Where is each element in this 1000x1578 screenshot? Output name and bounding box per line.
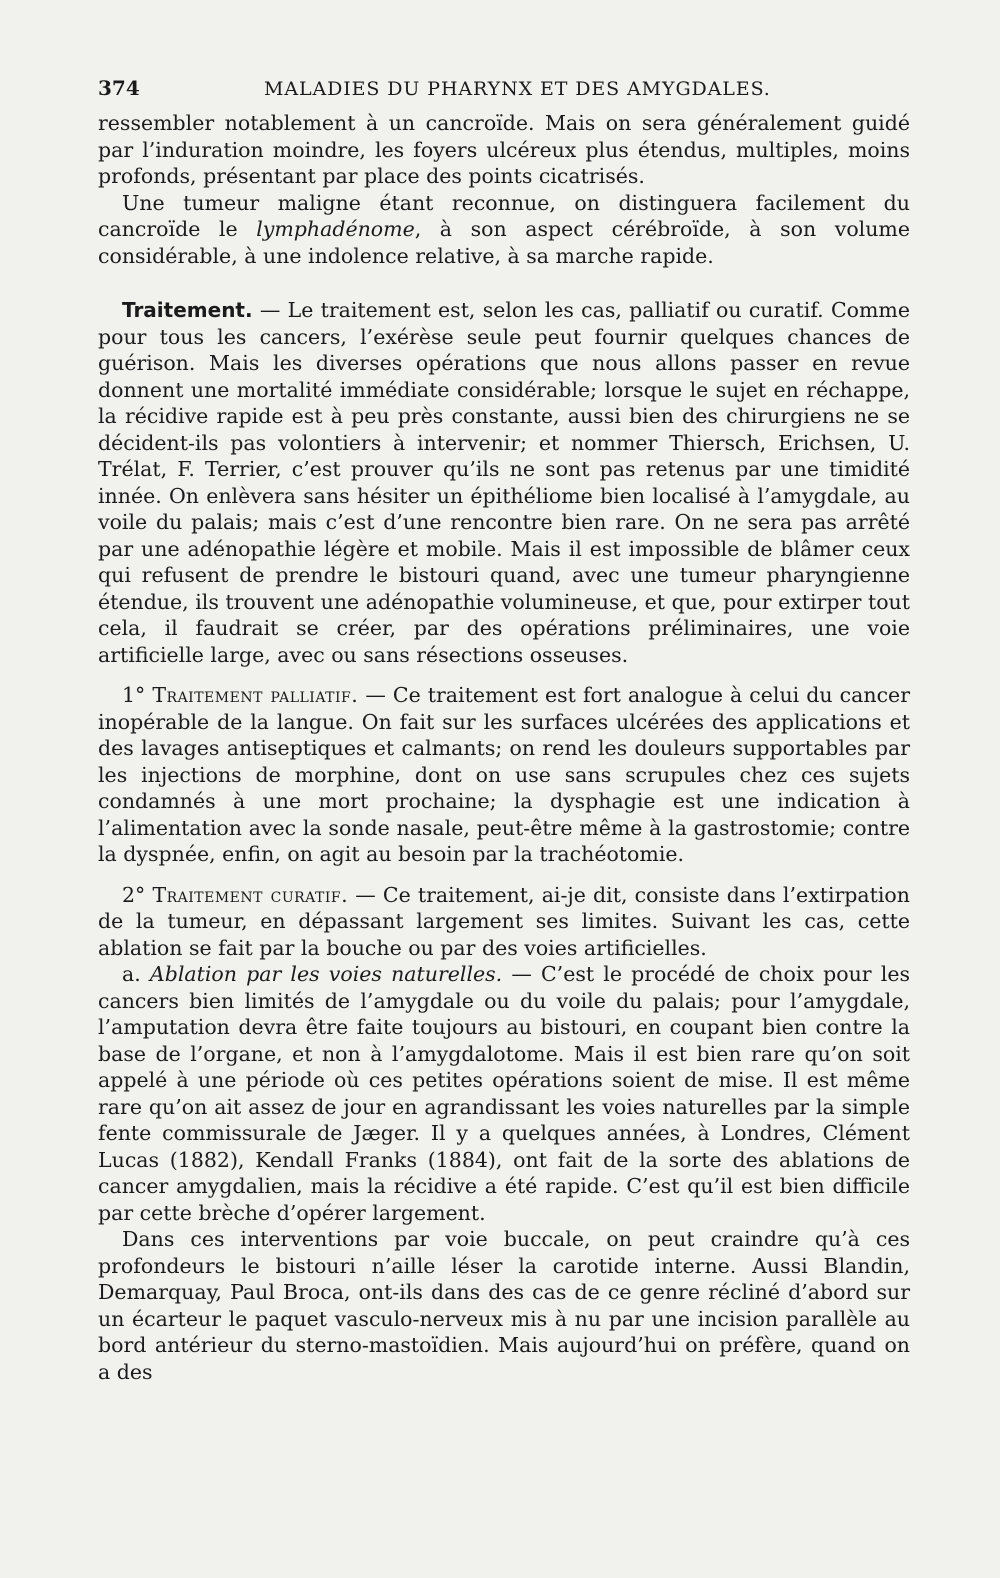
italic-heading: Ablation par les voies naturelles. [149,962,503,986]
spacer [98,668,910,682]
paragraph-ablation [98,961,910,1226]
paragraph-lymphadenome [98,190,910,270]
item-number: 2° [122,882,153,907]
paragraph-cancroide: ressembler notablement à un cancroïde. Mais on sera généralement guidé par l’induration moindre, les foyers ulcéreux plus étendus, multiples, moins profonds, présentant par place des points cicatrisés. [98,111,910,188]
page-header [98,76,910,106]
spacer [98,269,910,297]
paragraph-interventions: Dans ces interventions par voie buccale, on peut craindre qu’à ces profondeurs le bistouri n’aille léser la carotide interne. Aussi Blandin, Demarquay, Paul Broca, ont-ils dans des cas de ce genre récliné d’abord sur un écarteur le paquet vasculo-nerveux mis à nu par une incision parallèle au bord antérieur du sterno-mastoïdien. Mais aujourd’hui on préfère, quand on a des [98,1227,910,1384]
page-number: 374 [98,76,140,100]
paragraph-text: — C’est le procédé de choix pour les cancers bien limités de l’amygdale ou du voile du palais; pour l’amygdale, l’amputation devra être faite toujours au bistouri, en coupant bien contre la base de l’organe, et non à l’amygdalotome. Mais il est bien rare qu’on soit appelé à une période où ces petites opérations soient de mise. Il est même rare qu’on ait assez de jour en agrandissant les voies naturelles par la simple fente commissurale de Jæger. Il y a quelques années, à Londres, Clément Lucas (1882), Kendall Franks (1884), ont fait de la sorte des ablations de cancer amygdalien, mais la récidive a été rapide. C’est qu’il est bien difficile par cette brèche d’opérer largement. [98,962,910,1225]
section-heading: Traitement. [122,298,253,322]
paragraph-text: — Ce traitement est fort analogue à celui du cancer inopérable de la langue. On fait sur les surfaces ulcérées des applications et des lavages antiseptiques et calmants; on rend les douleurs supportables par les injections de morphine, dont on use sans scrupules chez ces sujets condamnés à une mort prochaine; la dysphagie est une indication à l’alimentation avec la sonde nasale, peut-être même à la gastrostomie; contre la dyspnée, enfin, on agit au besoin par la trachéotomie. [98,683,910,866]
paragraph-text: , à son aspect cérébroïde, à son volume considérable, à une indolence relative, à sa marche rapide. [98,217,911,268]
paragraph-traitement [98,297,910,668]
subsection-heading: Traitement curatif. [152,882,349,907]
paragraph-text: — Ce traitement, ai-je dit, consiste dans l’extirpation de la tumeur, en dépassant largement ses limites. Suivant les cas, cette ablation se fait par la bouche ou par des voies artificielles. [98,882,910,960]
spacer [98,868,910,882]
subsection-heading: Traitement palliatif. [152,683,359,707]
running-title: MALADIES DU PHARYNX ET DES AMYGDALES. [264,78,771,100]
paragraph-palliatif [98,682,910,868]
paragraph-curatif [98,882,910,962]
item-letter: a. [122,962,150,986]
paragraph-text: Une tumeur maligne étant reconnue, on distinguera facilement du cancroïde le [98,190,910,241]
italic-term: lymphadénome [256,217,415,241]
body-text [98,110,910,1385]
paragraph-text: — Le traitement est, selon les cas, palliatif ou curatif. Comme pour tous les cancers, l’exérèse seule peut fournir quelques chances de guérison. Mais les diverses opérations que nous allons passer en revue donnent une mortalité immédiate considérable; lorsque le sujet en réchappe, la récidive rapide est à peu près constante, aussi bien des chirurgiens ne se décident-ils pas volontiers à intervenir; et nommer Thiersch, Erichsen, U. Trélat, F. Terrier, c’est prouver qu’ils ne sont pas retenus par une timidité innée. On enlèvera sans hésiter un épithéliome bien localisé à l’amygdale, au voile du palais; mais c’est d’une rencontre bien rare. On ne sera pas arrêté par une adénopathie légère et mobile. Mais il est impossible de blâmer ceux qui refusent de prendre le bistouri quand, avec une tumeur pharyngienne étendue, ils trouvent une adénopathie volumineuse, et que, pour extirper tout cela, il faudrait se créer, par des opérations préliminaires, une voie artificielle large, avec ou sans résections osseuses. [98,298,910,667]
item-number: 1° [122,683,153,707]
